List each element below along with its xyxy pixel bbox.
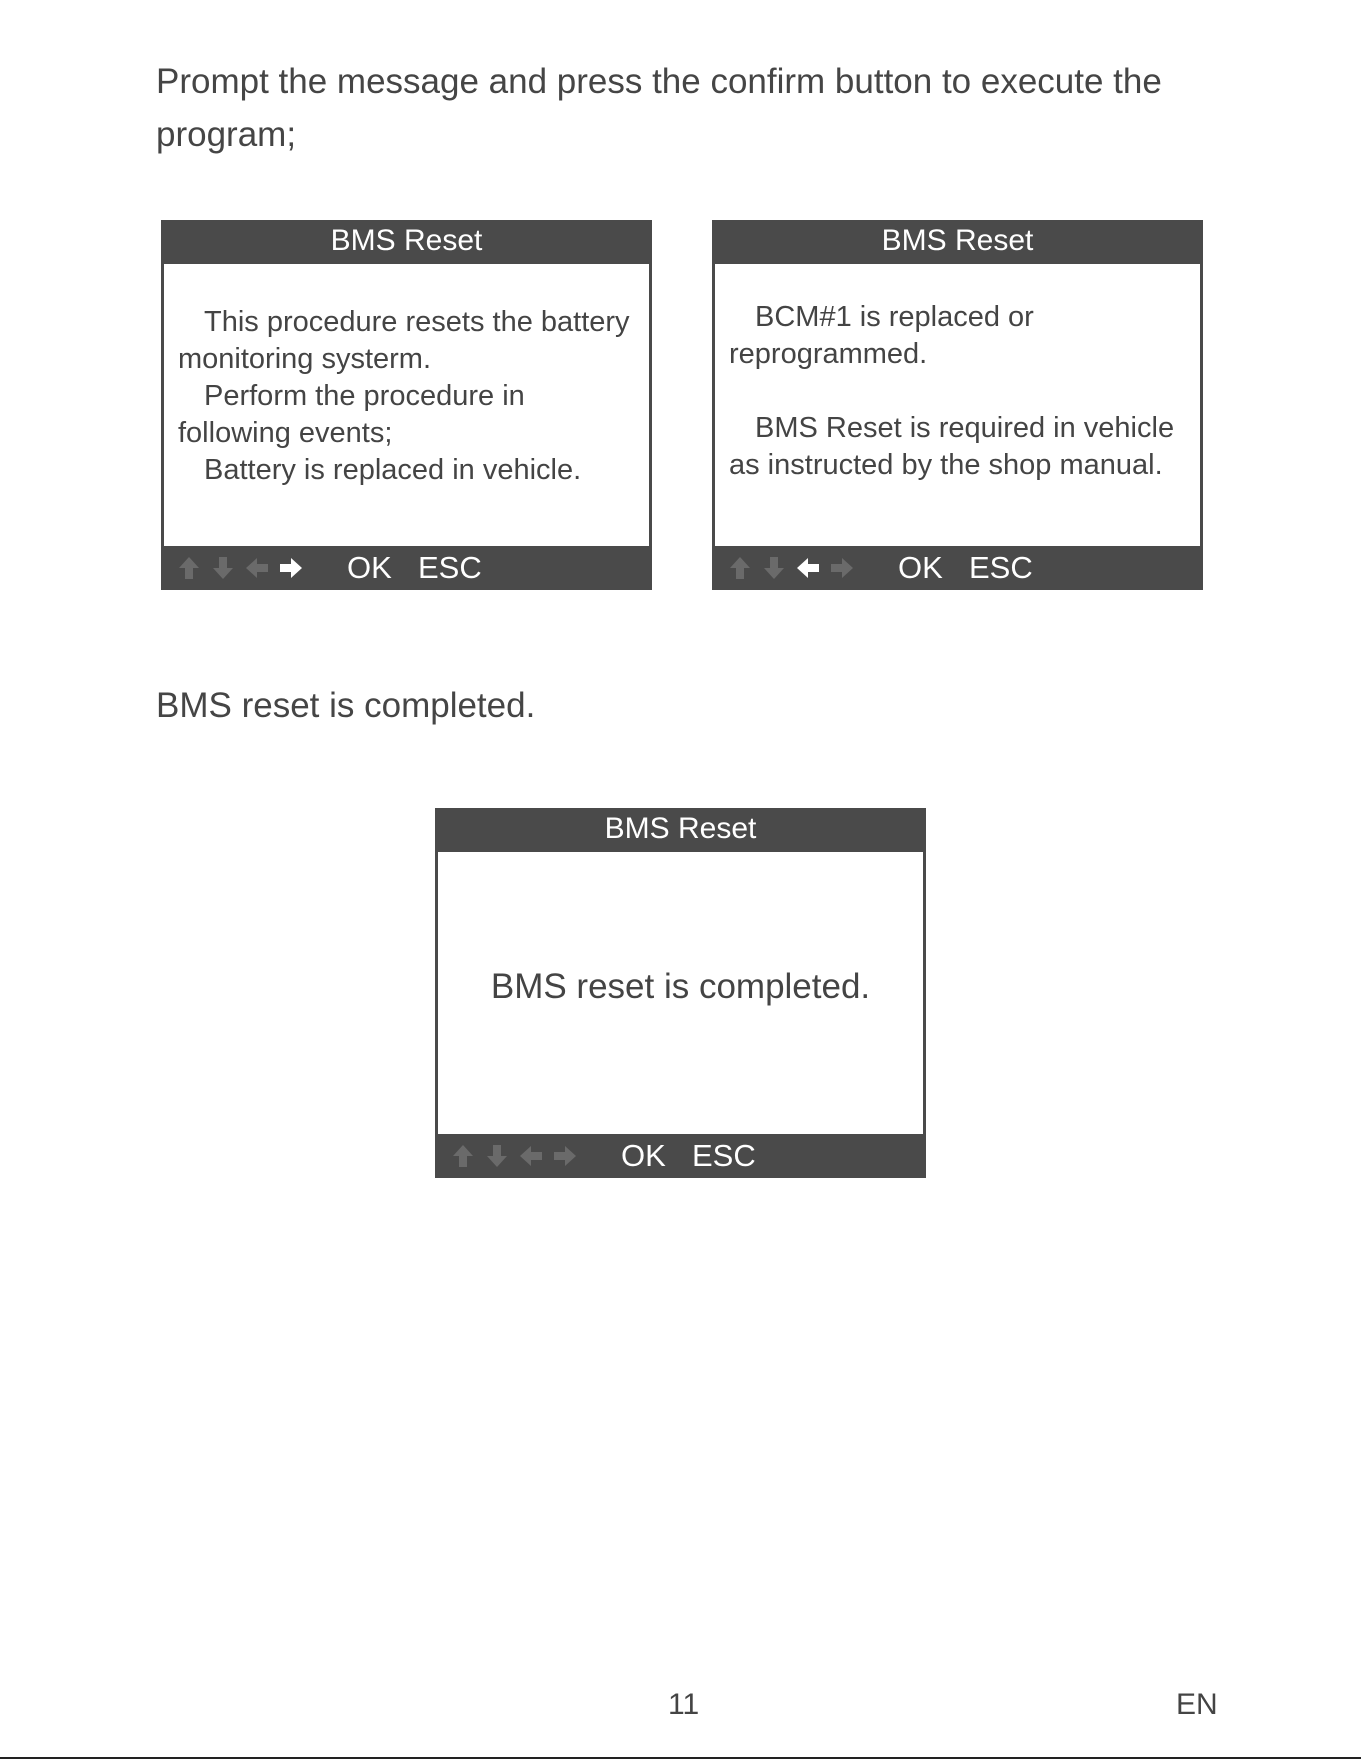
screen-body bbox=[164, 264, 649, 546]
screen-bms-reset-intro bbox=[161, 220, 652, 590]
arrow-left-icon[interactable] bbox=[794, 554, 822, 582]
screen-text-line: BCM#1 is replaced or reprogrammed. bbox=[729, 301, 1034, 370]
arrow-down-icon[interactable] bbox=[760, 554, 788, 582]
arrow-left-icon[interactable] bbox=[517, 1142, 545, 1170]
screen-body bbox=[715, 264, 1200, 546]
ok-button[interactable]: OK bbox=[621, 1138, 666, 1173]
bottom-rule bbox=[0, 1757, 1361, 1759]
screen-text-line: Perform the procedure in following events; bbox=[178, 380, 525, 449]
screen-footer bbox=[712, 546, 1203, 590]
screen-text-line: Battery is replaced in vehicle. bbox=[204, 454, 582, 486]
screen-body bbox=[438, 852, 923, 1134]
arrow-down-icon[interactable] bbox=[483, 1142, 511, 1170]
arrow-up-icon[interactable] bbox=[449, 1142, 477, 1170]
esc-button[interactable]: ESC bbox=[692, 1138, 756, 1173]
arrow-keys bbox=[726, 554, 856, 582]
esc-button[interactable]: ESC bbox=[418, 550, 482, 585]
arrow-down-icon[interactable] bbox=[209, 554, 237, 582]
page-number: 11 bbox=[668, 1688, 700, 1721]
arrow-right-icon[interactable] bbox=[277, 554, 305, 582]
ok-button[interactable]: OK bbox=[347, 550, 392, 585]
screen-bms-reset-requirement bbox=[712, 220, 1203, 590]
ok-button[interactable]: OK bbox=[898, 550, 943, 585]
arrow-right-icon[interactable] bbox=[551, 1142, 579, 1170]
arrow-up-icon[interactable] bbox=[175, 554, 203, 582]
screen-text-line: BMS Reset is required in vehicle as instructed by the shop manual. bbox=[729, 412, 1175, 481]
screen-title: BMS Reset bbox=[604, 812, 757, 845]
intro-paragraph: Prompt the message and press the confirm button to execute the program; bbox=[156, 62, 1162, 154]
arrow-up-icon[interactable] bbox=[726, 554, 754, 582]
completed-heading: BMS reset is completed. bbox=[156, 686, 536, 725]
language-label: EN bbox=[1176, 1688, 1218, 1721]
screen-bms-reset-completed bbox=[435, 808, 926, 1178]
arrow-right-icon[interactable] bbox=[828, 554, 856, 582]
arrow-keys bbox=[449, 1142, 579, 1170]
arrow-keys bbox=[175, 554, 305, 582]
esc-button[interactable]: ESC bbox=[969, 550, 1033, 585]
screen-footer bbox=[161, 546, 652, 590]
screen-title: BMS Reset bbox=[881, 224, 1034, 257]
screen-title: BMS Reset bbox=[330, 224, 483, 257]
arrow-left-icon[interactable] bbox=[243, 554, 271, 582]
completion-message: BMS reset is completed. bbox=[490, 967, 871, 1006]
screen-text-line: This procedure resets the battery monitoring systerm. bbox=[178, 306, 630, 375]
screen-footer bbox=[435, 1134, 926, 1178]
